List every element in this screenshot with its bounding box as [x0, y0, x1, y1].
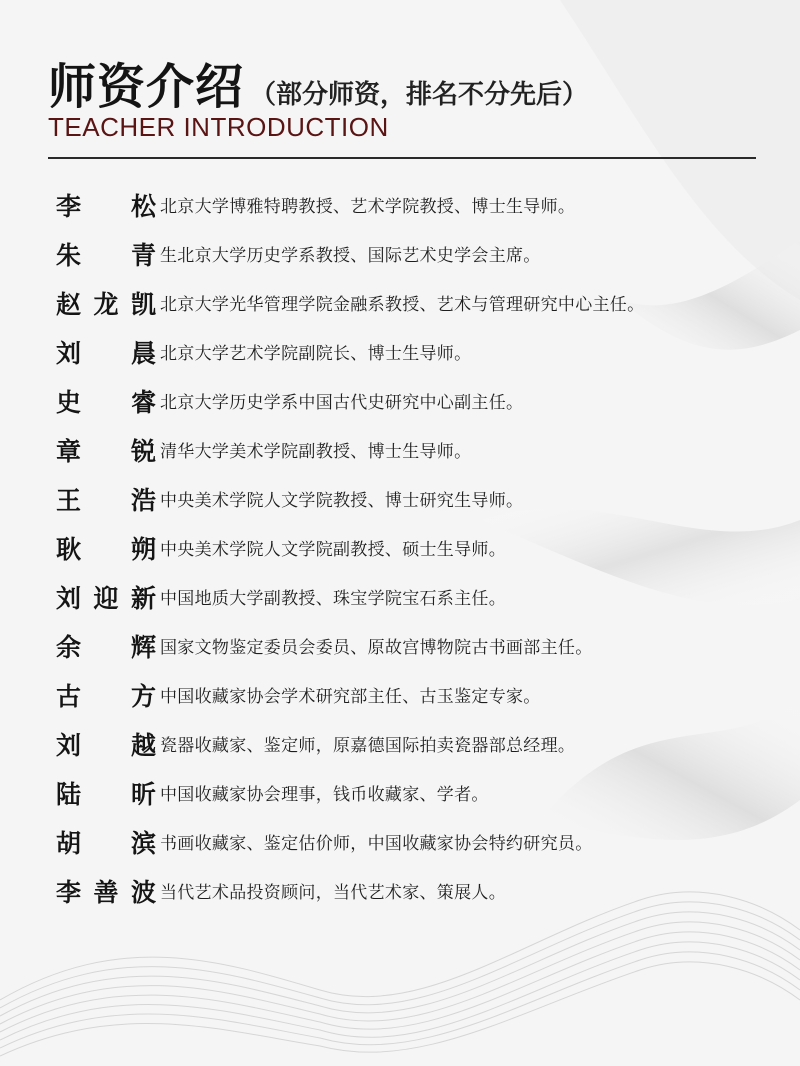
- teacher-description: 北京大学光华管理学院金融系教授、艺术与管理研究中心主任。: [160, 295, 645, 315]
- teacher-row: [56, 229, 776, 278]
- teacher-name: 章锐: [56, 436, 156, 466]
- teacher-name: 余辉: [56, 632, 156, 662]
- teacher-row: [56, 719, 776, 768]
- teacher-description: 瓷器收藏家、鉴定师，原嘉德国际拍卖瓷器部总经理。: [160, 736, 576, 756]
- teacher-name: 史睿: [56, 387, 156, 417]
- teacher-row: [56, 866, 776, 915]
- title-row: [48, 48, 588, 117]
- teacher-description: 书画收藏家、鉴定估价师，中国收藏家协会特约研究员。: [160, 834, 593, 854]
- teacher-row: [56, 327, 776, 376]
- teacher-description: 北京大学博雅特聘教授、艺术学院教授、博士生导师。: [160, 197, 576, 217]
- teacher-row: [56, 523, 776, 572]
- page-title: 师资介绍: [48, 59, 245, 115]
- teacher-name: 王浩: [56, 485, 156, 515]
- teacher-name: 刘越: [56, 730, 156, 760]
- teacher-description: 当代艺术品投资顾问，当代艺术家、策展人。: [160, 883, 506, 903]
- teacher-description: 中国地质大学副教授、珠宝学院宝石系主任。: [160, 589, 506, 609]
- teacher-name: 胡滨: [56, 828, 156, 858]
- teacher-description: 中国收藏家协会理事，钱币收藏家、学者。: [160, 785, 489, 805]
- teacher-row: [56, 572, 776, 621]
- teacher-row: [56, 621, 776, 670]
- teacher-row: [56, 278, 776, 327]
- teacher-description: 中央美术学院人文学院副教授、硕士生导师。: [160, 540, 506, 560]
- teacher-row: [56, 474, 776, 523]
- teacher-row: [56, 817, 776, 866]
- teacher-name: 刘迎新: [56, 583, 156, 613]
- teacher-description: 生北京大学历史学系教授、国际艺术史学会主席。: [160, 246, 541, 266]
- teacher-description: 中央美术学院人文学院教授、博士研究生导师。: [160, 491, 524, 511]
- teacher-name: 耿朔: [56, 534, 156, 564]
- teacher-row: [56, 670, 776, 719]
- teacher-description: 北京大学历史学系中国古代史研究中心副主任。: [160, 393, 524, 413]
- teacher-description: 国家文物鉴定委员会委员、原故宫博物院古书画部主任。: [160, 638, 593, 658]
- teacher-name: 古方: [56, 681, 156, 711]
- title-divider: [48, 157, 756, 159]
- teacher-name: 赵龙凯: [56, 289, 156, 319]
- teacher-description: 清华大学美术学院副教授、博士生导师。: [160, 442, 472, 462]
- teacher-row: [56, 376, 776, 425]
- teacher-list: [56, 180, 776, 915]
- page-subtitle: （部分师资，排名不分先后）: [250, 80, 589, 110]
- teacher-row: [56, 768, 776, 817]
- teacher-name: 李松: [56, 191, 156, 221]
- teacher-description: 北京大学艺术学院副院长、博士生导师。: [160, 344, 472, 364]
- teacher-name: 刘晨: [56, 338, 156, 368]
- page-title-english: TEACHER INTRODUCTION: [48, 112, 389, 142]
- teacher-row: [56, 180, 776, 229]
- teacher-description: 中国收藏家协会学术研究部主任、古玉鉴定专家。: [160, 687, 541, 707]
- teacher-row: [56, 425, 776, 474]
- teacher-name: 朱青: [56, 240, 156, 270]
- teacher-name: 李善波: [56, 877, 156, 907]
- teacher-name: 陆昕: [56, 779, 156, 809]
